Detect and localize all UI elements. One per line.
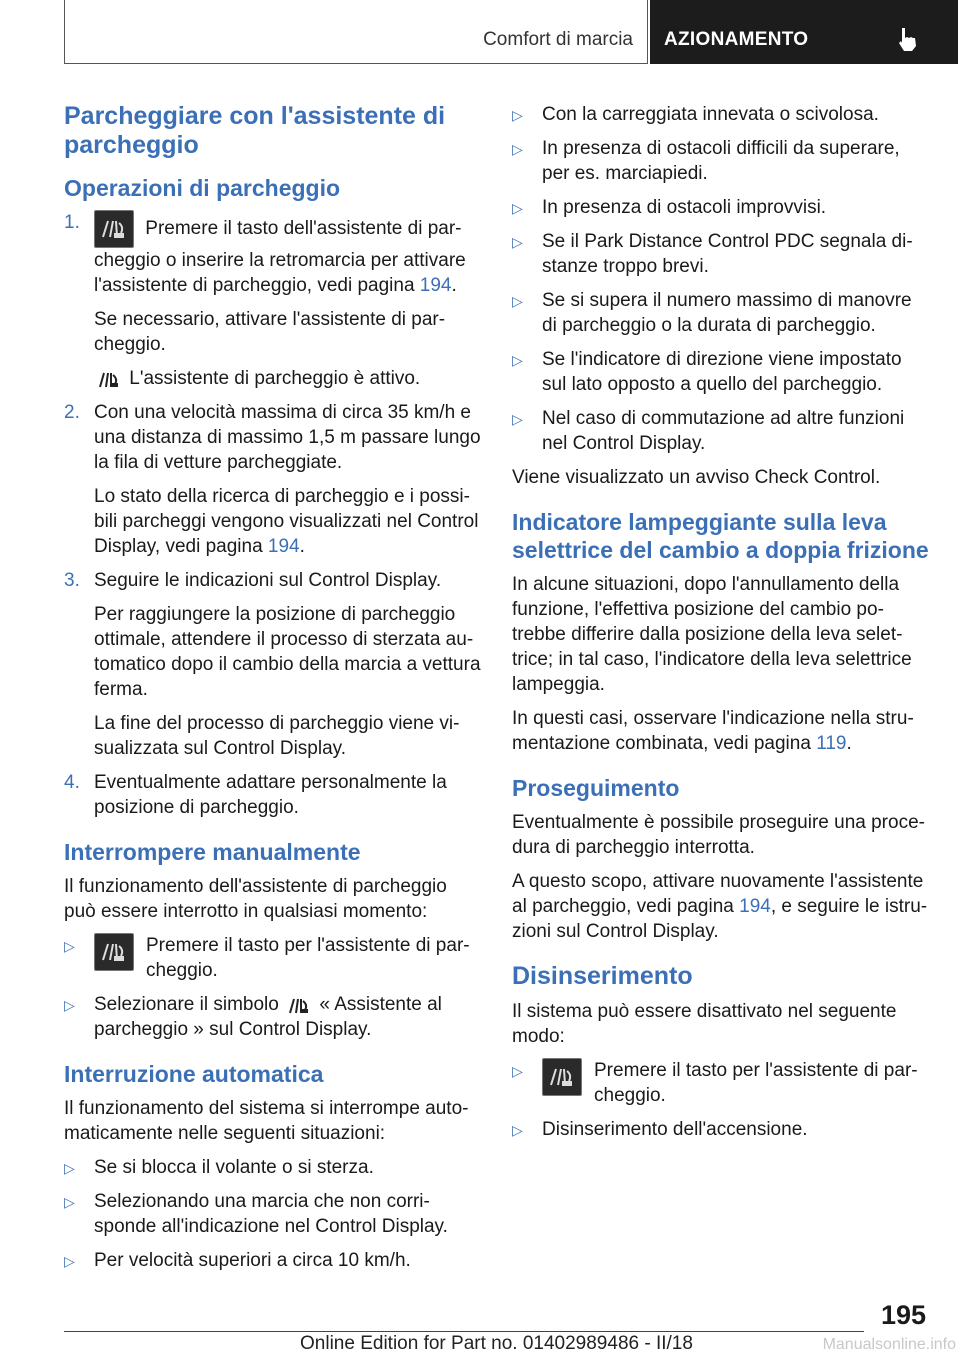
list-item [64, 1155, 482, 1180]
punctuation: . [299, 536, 305, 557]
list-item [64, 933, 482, 983]
step-3-note: Per raggiungere la posizione di parcheggio ottimale, attendere il processo di sterzata automatico dopo il cambio della marcia a vettura ferma. [94, 604, 481, 700]
list-item-text: In presenza di ostacoli difficili da superare, per es. marciapiedi. [542, 138, 900, 184]
parking-assistant-symbol-icon [98, 369, 120, 389]
triangle-bullet-icon: ▷ [64, 1160, 75, 1176]
chapter-tab [650, 0, 958, 64]
list-item [64, 1189, 482, 1239]
list-item-text: Premere il tasto per l'assistente di parcheggio. [594, 1060, 918, 1106]
paragraph-text: A questo scopo, attivare nuovamente l'assistente al parcheggio, vedi pagina [512, 871, 924, 917]
step-number: 4. [64, 772, 80, 793]
triangle-bullet-icon: ▷ [64, 938, 75, 954]
list-item [512, 195, 930, 220]
list-item [64, 992, 482, 1042]
paragraph: Viene visualizzato un avviso Check Control. [512, 467, 881, 488]
list-item-text: Premere il tasto per l'assistente di parcheggio. [146, 935, 470, 981]
parking-assistant-button-icon [542, 1058, 582, 1096]
list-item-text: Nel caso di commutazione ad altre funzioni nel Control Display. [542, 408, 905, 454]
list-item [64, 1248, 482, 1273]
paragraph: Il sistema può essere disattivato nel seguente modo: [512, 1001, 897, 1047]
punctuation: . [846, 733, 852, 754]
step-text: Seguire le indicazioni sul Control Display. [94, 570, 442, 591]
paragraph: Il funzionamento dell'assistente di parcheggio può essere interrotto in qualsiasi momento: [64, 876, 447, 922]
list-item-text: Disinserimento dell'accensione. [542, 1119, 808, 1140]
list-item [512, 229, 930, 279]
paragraph: Eventualmente è possibile proseguire una procedura di parcheggio interrotta. [512, 812, 925, 858]
step-1-note: Se necessario, attivare l'assistente di parcheggio. [94, 309, 446, 355]
step-1-status [64, 366, 482, 391]
paragraph-text: In questi casi, osservare l'indicazione nella strumentazione combinata, vedi pagina [512, 708, 914, 754]
triangle-bullet-icon: ▷ [64, 1194, 75, 1210]
step-1 [64, 210, 482, 298]
list-item [512, 347, 930, 397]
triangle-bullet-icon: ▷ [512, 293, 523, 309]
page-header [64, 0, 958, 64]
list-item-text: Selezionando una marcia che non corrisponde all'indicazione nel Control Display. [94, 1191, 448, 1237]
list-item-text: Se si blocca il volante o si sterza. [94, 1157, 374, 1178]
triangle-bullet-icon: ▷ [64, 1253, 75, 1269]
list-item-text: « Assistente al parcheggio » sul Control Display. [94, 994, 442, 1040]
list-item-text: Per velocità superiori a circa 10 km/h. [94, 1250, 411, 1271]
step-text: Eventualmente adattare personalmente la posizione di parcheggio. [94, 772, 447, 818]
note-text: Lo stato della ricerca di parcheggio e i possibili parcheggi vengono visualizzati nel Control Display, vedi pagina [94, 486, 479, 557]
step-3 [64, 568, 482, 593]
list-item-text: Selezionare il simbolo [94, 994, 279, 1015]
parking-assistant-button-icon [94, 210, 134, 248]
list-item [512, 102, 930, 127]
page-number: 195 [880, 1300, 926, 1330]
triangle-bullet-icon: ▷ [512, 200, 523, 216]
triangle-bullet-icon: ▷ [512, 1063, 523, 1079]
list-item-text: In presenza di ostacoli improvvisi. [542, 197, 827, 218]
parking-assistant-symbol-icon [288, 995, 310, 1015]
list-item [512, 288, 930, 338]
list-item-text: Se si supera il numero massimo di manovre di parcheggio o la durata di parcheggio. [542, 290, 912, 336]
list-item [512, 1058, 930, 1108]
left-column [64, 102, 482, 1282]
edition-note: Online Edition for Part no. 01402989486 - II/18 [300, 1333, 693, 1354]
step-number: 2. [64, 402, 80, 423]
step-number: 3. [64, 570, 80, 591]
page-reference-link[interactable]: 194 [267, 536, 300, 557]
step-4 [64, 770, 482, 820]
step-number: 1. [64, 212, 80, 233]
triangle-bullet-icon: ▷ [512, 107, 523, 123]
page-title: Parcheggiare con l'assistente di parcheggio [64, 102, 446, 159]
step-text: Con una velocità massima di circa 35 km/h e una distanza di massimo 1,5 m passare lungo la fila di vetture parcheggiate. [94, 402, 481, 473]
list-item [512, 1117, 930, 1142]
paragraph [512, 869, 930, 944]
list-item-text: Con la carreggiata innevata o scivolosa. [542, 104, 879, 125]
paragraph: In alcune situazioni, dopo l'annullamento della funzione, l'effettiva posizione del cambio potrebbe differire dalla posizione della leva selettrice; in tal caso, l'indicatore della leva selettrice lampeggia. [512, 574, 912, 695]
triangle-bullet-icon: ▷ [512, 141, 523, 157]
list-item-text: Se l'indicatore di direzione viene impostato sul lato opposto a quello del parcheggio. [542, 349, 902, 395]
triangle-bullet-icon: ▷ [512, 234, 523, 250]
footer-divider [64, 1331, 864, 1332]
triangle-bullet-icon: ▷ [512, 1122, 523, 1138]
section-title-deactivation: Disinserimento [512, 962, 693, 990]
status-text: L'assistente di parcheggio è attivo. [129, 368, 421, 389]
section-heading-parking-operations: Operazioni di parcheggio [64, 175, 341, 201]
watermark: Manualsonline.info [822, 1336, 956, 1353]
paragraph [512, 706, 930, 756]
paragraph: Il funzionamento del sistema si interrompe automaticamente nelle seguenti situazioni: [64, 1098, 469, 1144]
section-heading-resume: Proseguimento [512, 775, 680, 801]
parking-assistant-button-icon [94, 933, 134, 971]
triangle-bullet-icon: ▷ [64, 997, 75, 1013]
chapter-title: AZIONAMENTO [664, 29, 809, 50]
list-item [512, 406, 930, 456]
page-reference-link[interactable]: 119 [816, 733, 847, 754]
section-title: Comfort di marcia [483, 29, 633, 50]
right-column [512, 102, 930, 1151]
page-reference-link[interactable]: 194 [739, 896, 771, 917]
list-item-text: Se il Park Distance Control PDC segnala distanze troppo brevi. [542, 231, 913, 277]
paragraph-text: , e seguire le istruzioni sul Control Display. [512, 896, 928, 942]
step-3-note-2: La fine del processo di parcheggio viene visualizzata sul Control Display. [94, 713, 460, 759]
step-2-note [64, 484, 482, 559]
step-2 [64, 400, 482, 475]
section-heading-flashing-indicator: Indicatore lampeggiante sulla leva selettrice del cambio a doppia frizione [512, 509, 929, 563]
section-heading-manual-interrupt: Interrompere manualmente [64, 839, 361, 865]
page-reference-link[interactable]: 194 [419, 275, 452, 296]
triangle-bullet-icon: ▷ [512, 411, 523, 427]
step-text: Premere il tasto dell'assistente di parcheggio o inserire la retromarcia per attivare l'assistente di parcheggio, vedi pagina [94, 218, 466, 296]
section-heading-automatic-interrupt: Interruzione automatica [64, 1061, 324, 1087]
section-tab [64, 0, 648, 64]
punctuation: . [451, 275, 457, 296]
hand-pointer-icon [896, 26, 918, 52]
list-item [512, 136, 930, 186]
triangle-bullet-icon: ▷ [512, 352, 523, 368]
